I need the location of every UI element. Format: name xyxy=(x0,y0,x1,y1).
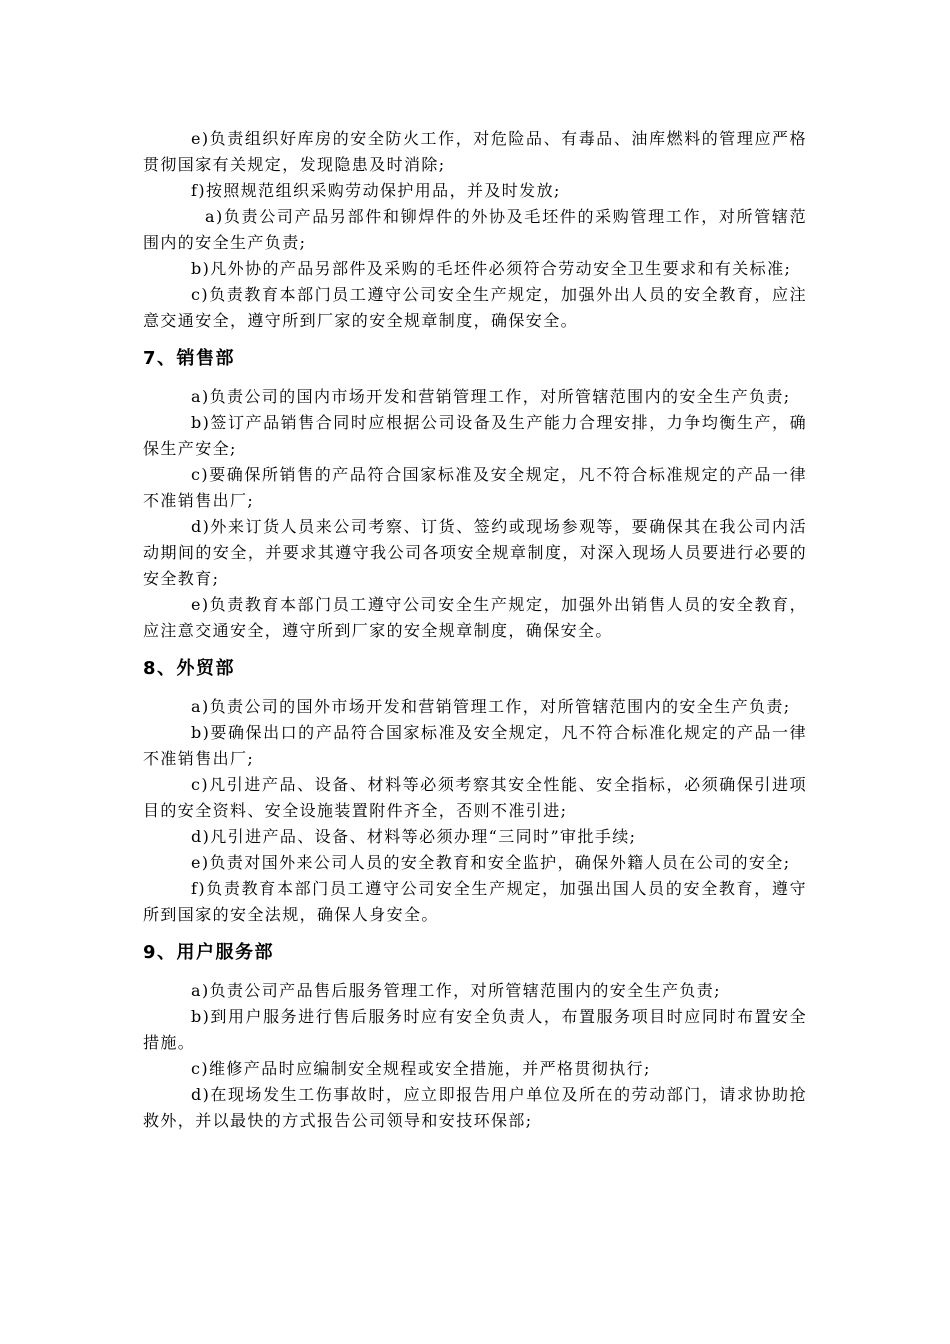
trade-paragraph-c: c)凡引进产品、设备、材料等必须考察其安全性能、安全指标，必须确保引进项目的安全资料、安全设施装置附件齐全，否则不准引进; xyxy=(143,775,807,820)
sales-paragraph-e: e)负责教育本部门员工遵守公司安全生产规定，加强外出销售人员的安全教育，应注意交通安全，遵守所到厂家的安全规章制度，确保安全。 xyxy=(143,595,807,640)
trade-paragraph-d: d)凡引进产品、设备、材料等必须办理“三同时”审批手续; xyxy=(191,827,637,846)
intro-paragraph-e: e)负责组织好库房的安全防火工作，对危险品、有毒品、油库燃料的管理应严格贯彻国家有关规定，发现隐患及时消除; xyxy=(143,129,807,174)
service-paragraph-a: a)负责公司产品售后服务管理工作，对所管辖范围内的安全生产负责; xyxy=(191,981,721,1000)
section-heading-sales: 7、销售部 xyxy=(143,348,236,369)
intro-paragraph-a: a)负责公司产品另部件和铆焊件的外协及毛坯件的采购管理工作，对所管辖范围内的安全生产负责; xyxy=(143,207,807,252)
section-heading-customer-service: 9、用户服务部 xyxy=(143,942,275,963)
section-sales xyxy=(143,346,807,644)
service-paragraph-b: b)到用户服务进行售后服务时应有安全负责人，布置服务项目时应同时布置安全措施。 xyxy=(143,1007,807,1052)
sales-paragraph-a: a)负责公司的国内市场开发和营销管理工作，对所管辖范围内的安全生产负责; xyxy=(191,387,791,406)
intro-paragraph-b: b)凡外协的产品另部件及采购的毛坯件必须符合劳动安全卫生要求和有关标准; xyxy=(191,259,792,278)
section-customer-service xyxy=(143,940,807,1134)
sales-paragraph-b: b)签订产品销售合同时应根据公司设备及生产能力合理安排，力争均衡生产，确保生产安全; xyxy=(143,413,807,458)
intro-paragraph-f: f)按照规范组织采购劳动保护用品，并及时发放; xyxy=(191,181,561,200)
trade-paragraph-a: a)负责公司的国外市场开发和营销管理工作，对所管辖范围内的安全生产负责; xyxy=(191,697,791,716)
intro-paragraph-c: c)负责教育本部门员工遵守公司安全生产规定，加强外出人员的安全教育，应注意交通安全，遵守所到厂家的安全规章制度，确保安全。 xyxy=(143,285,807,330)
sales-paragraph-d: d)外来订货人员来公司考察、订货、签约或现场参观等，要确保其在我公司内活动期间的安全，并要求其遵守我公司各项安全规章制度，对深入现场人员要进行必要的安全教育; xyxy=(143,517,807,588)
trade-paragraph-b: b)要确保出口的产品符合国家标准及安全规定，凡不符合标准化规定的产品一律不准销售出厂; xyxy=(143,723,807,768)
sales-paragraph-c: c)要确保所销售的产品符合国家标准及安全规定，凡不符合标准规定的产品一律不准销售出厂; xyxy=(143,465,807,510)
trade-paragraph-e: e)负责对国外来公司人员的安全教育和安全监护，确保外籍人员在公司的安全; xyxy=(191,853,791,872)
section-heading-foreign-trade: 8、外贸部 xyxy=(143,658,236,679)
trade-paragraph-f: f)负责教育本部门员工遵守公司安全生产规定，加强出国人员的安全教育，遵守所到国家的安全法规，确保人身安全。 xyxy=(143,879,807,924)
service-paragraph-d: d)在现场发生工伤事故时，应立即报告用户单位及所在的劳动部门，请求协助抢救外，并以最快的方式报告公司领导和安技环保部; xyxy=(143,1085,807,1130)
section-foreign-trade xyxy=(143,656,807,928)
service-paragraph-c: c)维修产品时应编制安全规程或安全措施，并严格贯彻执行; xyxy=(191,1059,651,1078)
